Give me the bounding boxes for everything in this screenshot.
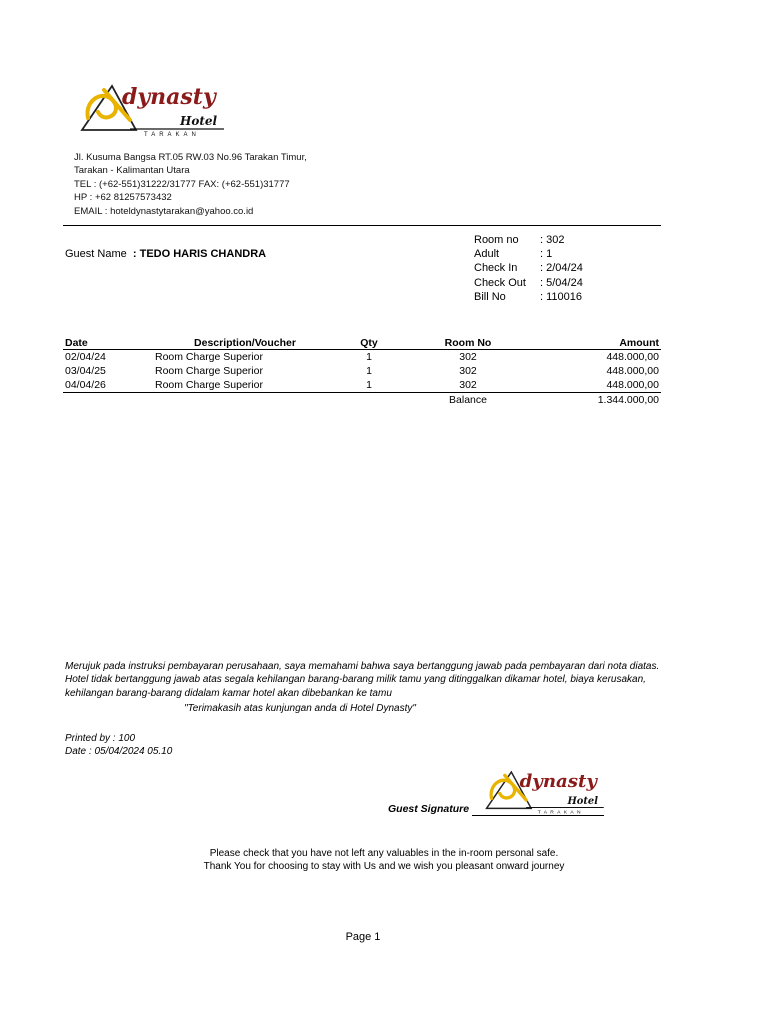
info-row [474, 261, 583, 275]
printed-info [65, 732, 172, 759]
guest-name [65, 248, 266, 260]
info-row [474, 233, 583, 247]
info-value: : 302 [540, 234, 565, 246]
cell-date: 02/04/24 [65, 351, 106, 363]
info-value: : 1 [540, 248, 553, 261]
printed-date: Date : 05/04/2024 05.10 [65, 746, 173, 758]
logo-hotel: Hotel [567, 796, 598, 808]
note-line: Merujuk pada instruksi pembayaran perusahaan, saya memahami bahwa saya bertanggung jawab pada pembayaran dari nota diatas. [65, 661, 660, 672]
cell-qty: 1 [366, 351, 372, 363]
footer-line: Thank You for choosing to stay with Us and we wish you pleasant onward journey [203, 860, 565, 872]
cell-amount: 448.000,00 [606, 351, 659, 363]
hotel-address [74, 151, 307, 218]
table-row [63, 378, 661, 393]
info-row [474, 290, 583, 304]
terms-note [65, 660, 659, 700]
guest-name-label: Guest Name [65, 248, 127, 260]
cell-amount: 448.000,00 [606, 365, 659, 377]
info-label: Adult [474, 248, 500, 261]
address-line: TEL : (+62-551)31222/31777 FAX: (+62-551)31777 [74, 178, 290, 190]
header-divider [63, 225, 661, 226]
logo-city: TARAKAN [144, 132, 200, 138]
table-row [63, 364, 661, 378]
info-label: Room no [474, 234, 519, 246]
charges-table [63, 336, 661, 407]
logo-wordmark: dynasty [122, 84, 216, 110]
table-row [63, 350, 661, 365]
info-value: : 110016 [540, 290, 583, 303]
table-header [63, 336, 661, 350]
stay-info [474, 233, 583, 304]
cell-qty: 1 [366, 379, 372, 391]
col-room: Room No [401, 336, 535, 350]
footer-message [0, 848, 768, 873]
address-line: HP : +62 81257573432 [74, 192, 172, 204]
logo-city: TARAKAN [537, 810, 584, 816]
cell-description: Room Charge Superior [155, 351, 263, 363]
logo-wordmark: dynasty [519, 770, 597, 792]
col-description: Description/Voucher [153, 336, 337, 350]
guest-signature-label: Guest Signature [388, 803, 470, 815]
cell-date: 04/04/26 [65, 379, 106, 391]
balance-value: 1.344.000,00 [535, 393, 661, 408]
col-date: Date [63, 336, 153, 350]
cell-room: 302 [459, 379, 477, 391]
logo-hotel: Hotel [180, 114, 218, 128]
info-row [474, 247, 583, 261]
printed-by: Printed by : 100 [65, 733, 136, 744]
thanks-message: "Terimakasih atas kunjungan anda di Hotel Dynasty" [184, 703, 416, 714]
cell-description: Room Charge Superior [155, 365, 263, 377]
address-line: EMAIL : hoteldynastytarakan@yahoo.co.id [74, 205, 254, 217]
address-line: Jl. Kusuma Bangsa RT.05 RW.03 No.96 Tarakan Timur, [74, 152, 307, 163]
signature-logo [480, 766, 612, 816]
info-label: Bill No [474, 290, 506, 303]
info-label: Check Out [474, 276, 526, 289]
info-row [474, 276, 583, 290]
info-value: : 5/04/24 [540, 276, 583, 289]
cell-room: 302 [459, 351, 477, 363]
info-label: Check In [474, 262, 518, 275]
cell-room: 302 [459, 365, 477, 377]
hotel-logo [74, 80, 234, 138]
page-number: Page 1 [345, 931, 381, 943]
footer-line: Please check that you have not left any valuables in the in-room personal safe. [209, 848, 559, 859]
guest-name-value: : TEDO HARIS CHANDRA [132, 248, 267, 260]
cell-description: Room Charge Superior [155, 379, 263, 391]
cell-qty: 1 [366, 365, 372, 377]
balance-label: Balance [401, 393, 535, 408]
col-amount: Amount [535, 336, 661, 350]
col-qty: Qty [337, 336, 401, 350]
note-line: Hotel tidak bertanggung jawab atas segala kehilangan barang-barang milik tamu yang ditinggalkan dikamar hotel, biaya kerusakan, [65, 674, 646, 686]
signature-line [472, 815, 604, 816]
cell-date: 03/04/25 [65, 365, 106, 377]
cell-amount: 448.000,00 [606, 379, 659, 391]
address-line: Tarakan - Kalimantan Utara [74, 165, 190, 177]
balance-row [63, 393, 661, 408]
info-value: : 2/04/24 [540, 262, 583, 275]
note-line: kehilangan barang-barang didalam kamar hotel akan dibebankan ke tamu [65, 687, 392, 699]
